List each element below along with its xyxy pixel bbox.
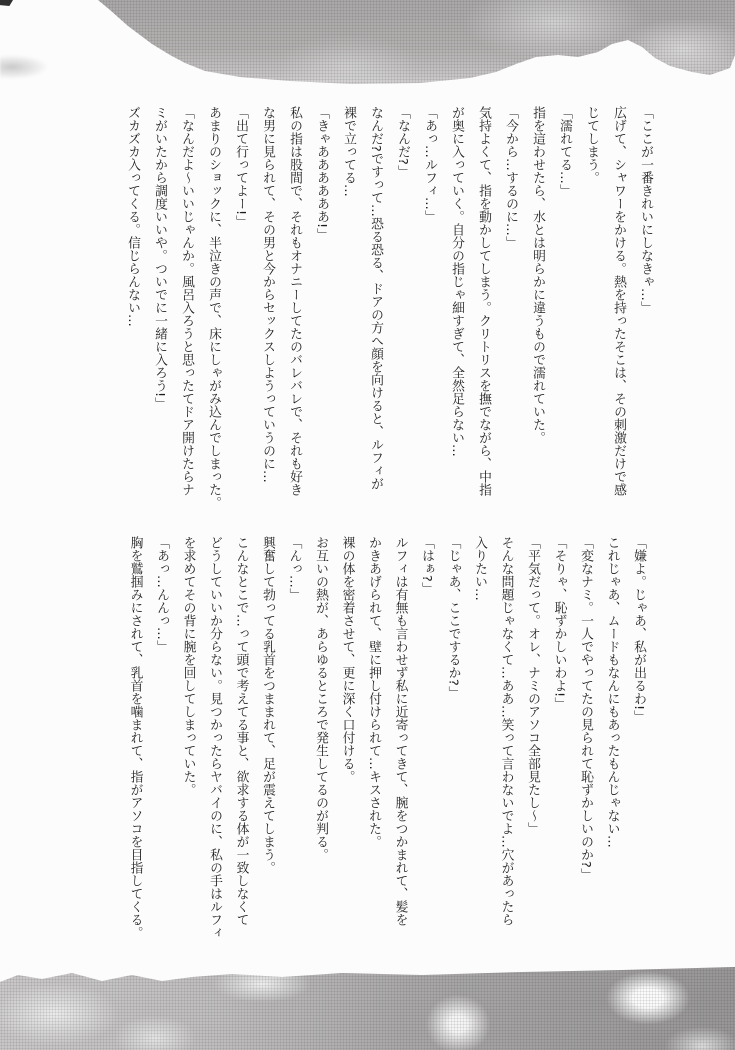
- text-column: 入りたい…: [472, 536, 487, 601]
- text-block-lower: [121, 536, 651, 972]
- text-block-upper: [119, 106, 659, 530]
- text-column: こんなとこで…って頭で考えてる事と、欲求する体が一致しなくて: [233, 536, 249, 926]
- text-column: 「変なナミ。一人でやってたの見られて恥ずかしいのか?」: [578, 536, 593, 881]
- text-column: 「ここが一番きれいにしなきゃ…」: [638, 106, 653, 314]
- text-column: かきあげられて、壁に押し付けられて…キスされた。: [366, 536, 381, 848]
- cloud-photo-top: [90, 0, 735, 88]
- text-column: 「濡れてる…」: [557, 106, 572, 197]
- text-column: 興奮して勃ってる乳首をつままれて、足が震えてしまう。: [260, 536, 275, 874]
- text-column: なんだ?ですって…恐る恐る、ドアの方へ顔を向けると、ルフィが: [368, 106, 383, 490]
- cloud-photo-bottom: [0, 966, 735, 1050]
- text-column: 「じゃあ、ここでするか?」: [445, 536, 461, 699]
- text-column: 「んっ…」: [286, 536, 302, 601]
- text-column: 気持よくて、指を動かしてしまう。クリトリスを撫でながら、中指: [476, 106, 491, 496]
- text-column: 「あっ…ルフィ…」: [422, 106, 437, 223]
- text-column: そんな問題じゃなくて…ああ…笑って言わないでよ…穴があったら: [498, 536, 514, 926]
- text-column: 「出て行ってよー!」: [233, 106, 248, 229]
- text-column: な男に見られて、その男と今からセックスしようっていうのに…: [260, 106, 275, 483]
- text-column: 「きゃああああああ!」: [314, 106, 329, 242]
- text-column: 裸の体を密着させて、更に深く口付ける。: [339, 536, 355, 783]
- text-column: ミがいたから調度いいや。ついでに一緒に入ろう!」: [152, 106, 167, 411]
- scan-edge-smudge: [0, 55, 48, 79]
- text-column: あまりのショックに、半泣きの声で、床にしゃがみ込んでしまった。: [206, 106, 221, 509]
- text-column: お互いの熱が、あらゆるところで発生してるのが判る。: [313, 536, 328, 861]
- text-column: 胸を鷲掴みにされて、乳首を噛まれて、指がアソコを目指してくる。: [127, 536, 143, 939]
- text-column: ズカズカ入ってくる。信じらんない…: [125, 106, 140, 327]
- text-column: 私の指は股間で、それもオナニーしてたのバレバレで、それも好き: [287, 106, 302, 496]
- text-column: じてしまう。: [584, 106, 599, 184]
- text-column: 「なんだよ〜いいじゃんか。風呂入ろうと思ったてドア開けたらナ: [179, 106, 194, 496]
- text-column: を求めてその背に腕を回してしまっていた。: [180, 536, 196, 796]
- text-column: 「嫌よ。じゃあ、私が出るわ!」: [631, 536, 646, 724]
- text-column: 「あっ…んんっ…」: [154, 536, 169, 653]
- text-column: ルフィは有無も言わせず私に近寄ってきて、腕をつかまれて、髪を: [392, 536, 408, 926]
- text-column: 「今から…するのに…」: [503, 106, 518, 249]
- text-column: が奥に入っていく。自分の指じゃ細すぎて、全然足らない…: [449, 106, 464, 457]
- text-column: 広げて、シャワーをかける。熱を持ったそこは、その刺激だけで感: [611, 106, 626, 496]
- text-column: 指を這わせたら、水とは明らかに違うもので濡れていた。: [530, 106, 545, 444]
- scan-corner-artifact: [0, 0, 13, 6]
- text-column: 「はぁ?」: [419, 536, 434, 595]
- text-column: 裸で立ってる…: [341, 106, 356, 197]
- text-column: 「そりゃ、恥ずかしいわよ!」: [551, 536, 567, 711]
- text-column: どうしていいか分らない。見つかったらヤバイのに、私の手はルフィ: [207, 536, 222, 939]
- text-column: 「なんだ?」: [395, 106, 410, 178]
- text-column: これじゃあ、ムードもなんにもあったもんじゃない…: [604, 536, 620, 848]
- text-column: 「平気だって。オレ、ナミのアソコ全部見たし〜」: [525, 536, 540, 835]
